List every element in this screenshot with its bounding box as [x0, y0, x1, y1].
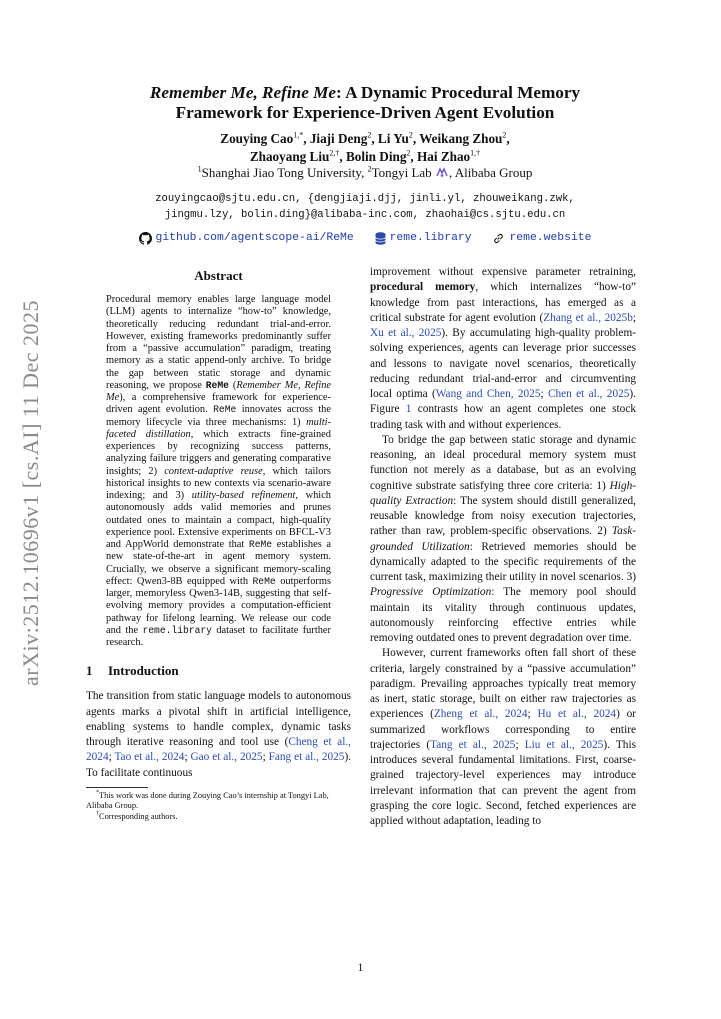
left-column: [86, 268, 351, 822]
body-text: improvement without expensive parameter retraining,: [370, 266, 636, 278]
author: Zhaoyang Liu: [249, 149, 330, 164]
citation-separator: ;: [527, 708, 538, 721]
body-text: However, current frameworks often fall short of these criteria, largely constrained by a “passive accumulation” paradigm. Prevailing approaches typically treat memory as inert, static storage, built on either raw trajectories as experiences (: [370, 647, 636, 721]
abstract-text: ), a comprehensive framework for experience-driven agent evolution.: [106, 392, 331, 416]
abstract-text: innovates across the memory lifecycle via three mechanisms: 1): [106, 404, 331, 428]
abstract-text: outperforms larger, memoryless Qwen3-14B, suggesting that self-evolving memory provides a computation-efficient pathway for lifelong learning. We release our code and the: [106, 575, 331, 636]
footnote-rule: [86, 787, 148, 788]
introduction-paragraph: [86, 689, 351, 781]
website-link-text: reme.website: [509, 232, 592, 244]
footnote-mark: *: [96, 789, 99, 796]
citation-link[interactable]: Wang and Chen, 2025: [435, 388, 541, 400]
citation-link[interactable]: Liu et al., 2025: [524, 738, 604, 751]
mechanism-name: utility-based refinement: [191, 490, 296, 501]
body-text: ) or summarized workflows corresponding to entire trajectories (: [370, 708, 637, 751]
author-sup: 2,†: [329, 148, 340, 158]
body-text: ). To facilitate continuous: [86, 751, 352, 779]
library-link-text: reme.library: [389, 232, 472, 244]
github-link[interactable]: [139, 230, 354, 246]
body-text: To bridge the gap between static storage and dynamic reasoning, an ideal procedural memory system must function not merely as a database, but as an evolving cognitive substrate satisfying three core criteria: 1): [370, 433, 636, 492]
citation-link[interactable]: Zheng et al., 2024: [433, 708, 528, 721]
github-link-text: github.com/agentscope-ai/ReMe: [155, 232, 354, 244]
affil-sup: 2: [367, 164, 372, 174]
body-text: : Retrieved memories should be dynamically adapted to the specific requirements of the current task, maximizing their utility in novel scenarios. 3): [370, 540, 636, 583]
key-term: procedural memory: [370, 281, 476, 294]
figure-reference-link[interactable]: 1: [405, 403, 412, 416]
mechanism-name: context-adaptive reuse: [164, 465, 263, 477]
affiliations: [90, 165, 640, 181]
author: Li Yu: [377, 131, 409, 146]
title-line2: Framework for Experience-Driven Agent Evolution: [175, 103, 555, 122]
affiliation-alibaba: , Alibaba Group: [448, 165, 533, 180]
abstract-heading: Abstract: [194, 268, 243, 283]
section-heading-introduction: [86, 663, 351, 679]
reme-name: ReMe: [205, 379, 229, 391]
arxiv-identifier-text: arXiv:2512.10696v1 [cs.AI] 11 Dec 2025: [18, 299, 43, 686]
author-emails: [90, 191, 640, 223]
dataset-name: reme.library: [142, 624, 212, 636]
page-number: 1: [357, 962, 364, 974]
resource-links: [90, 230, 640, 251]
footnotes: [86, 791, 351, 823]
abstract-text: , which tailors historical insights to new contexts via scenario-aware indexing; and 3): [106, 465, 331, 501]
author-list: Zouying Cao$^{1,*}$, Jiaji Deng$^2$, Li Yu$^2$, Weikang Zhou$^2$, Zhaoyang Liu$^{2,\dagger}$, Bolin Ding$^2$, Hai Zhao$^{1,\dagger}$: [220, 130, 510, 164]
author: Hai Zhao: [417, 149, 471, 164]
title-line1-rest: : A Dynamic Procedural Memory: [336, 83, 581, 102]
author: Zouying Cao: [220, 131, 294, 146]
body-paragraph: [370, 646, 636, 829]
citation-link[interactable]: Hu et al., 2024: [537, 708, 617, 721]
body-text: : The system should distill generalized, reusable knowledge from noisy execution trajectories, rather than raw, problem-specific observations. 2): [370, 494, 637, 538]
link-chain-icon: [492, 232, 505, 245]
citation-link[interactable]: Tao et al., 2024: [114, 751, 185, 764]
citation-separator: ;: [515, 738, 525, 751]
body-paragraph: [370, 433, 636, 647]
tongyi-logo-icon: [435, 167, 449, 178]
author: Jiaji Deng: [309, 131, 368, 146]
citation-separator: ;: [632, 311, 636, 324]
database-icon: [375, 232, 386, 245]
affiliation-sjtu: Shanghai Jiao Tong University,: [201, 165, 368, 180]
citation-link[interactable]: Fang et al., 2025: [268, 751, 345, 764]
citation-link[interactable]: Cheng et al., 2024: [86, 736, 351, 764]
citation-separator: ;: [108, 751, 115, 764]
citation-link[interactable]: Xu et al., 2025: [370, 327, 442, 339]
arxiv-identifier: [16, 295, 46, 690]
body-paragraph: [370, 265, 636, 433]
reme-name: ReMe: [213, 404, 237, 416]
criterion-name: Task-grounded Utilization: [370, 525, 636, 553]
website-link[interactable]: [492, 230, 591, 246]
abstract-text: Procedural memory enables large language model (LLM) agents to internalize “how-to” knowledge, theoretically reducing redundant trial-and-error. However, existing frameworks predominantly suffer from a “passive accumulation” paradigm, treating memory as a static append-only archive. To bridge the gap between static storage and dynamic reasoning, we propose: [106, 294, 331, 391]
affil-sup: 1: [197, 164, 202, 174]
github-icon: [139, 232, 152, 245]
footnote: [86, 812, 351, 823]
body-text: The transition from static language models to autonomous agents marks a pivotal shift in artificial intelligence, enabling systems to handle complex, dynamic tasks through iterative reasoning and tool use (: [86, 690, 351, 748]
criterion-name: High-quality Extraction: [370, 479, 636, 507]
citation-separator: ;: [262, 751, 269, 764]
citation-separator: ;: [184, 751, 191, 764]
section-title: Introduction: [108, 663, 179, 679]
abstract-text: establishes a new state-of-the-art in agent memory system. Crucially, we observe a significant memory-scaling effect: Qwen3-8B equipped with: [106, 539, 331, 587]
footnote: [86, 791, 351, 812]
abstract-body: [106, 294, 331, 649]
body-text: ). By accumulating high-quality problem-solving experiences, agents can leverage prior successes and lessons to navigate novel scenarios, theoretically reducing redundant trial-and-error and circumventing local optima (: [370, 327, 636, 400]
email-line: jingmu.lzy, bolin.ding}@alibaba-inc.com, zhaohai@cs.sjtu.edu.cn: [164, 209, 566, 221]
library-link[interactable]: [375, 230, 472, 246]
reme-full-name: Remember Me, Refine Me: [106, 379, 332, 403]
author: Bolin Ding: [345, 149, 407, 164]
abstract-text: , which extracts fine-grained experiences by recognizing success patterns, analyzing failure triggers and generating comparative insights; 2): [106, 428, 331, 477]
footnote-text: This work was done during Zouying Cao’s internship at Tongyi Lab, Alibaba Group.: [86, 790, 329, 811]
author-sup: 2: [367, 130, 372, 140]
citation-link[interactable]: Chen et al., 2025: [547, 388, 630, 400]
body-text: contrasts how an agent completes one stock trading task with and without experiences.: [370, 403, 636, 431]
citation-link[interactable]: Zhang et al., 2025b: [543, 311, 633, 324]
abstract-text: (: [228, 379, 237, 391]
body-text: : The memory pool should maintain its vitality through continuous updates, autonomously reinforcing effective entries while removing outdated ones to prevent degradation over time.: [370, 586, 637, 644]
footnote-mark: †: [96, 810, 99, 817]
reme-name: ReMe: [248, 539, 273, 550]
right-column: [370, 265, 636, 829]
author-sup: 2: [502, 130, 507, 140]
author: Weikang Zhou: [419, 131, 503, 146]
author-sup: 2: [406, 148, 411, 158]
title-italic: Remember Me, Refine Me: [149, 83, 337, 102]
reme-name: ReMe: [252, 575, 276, 587]
citation-link[interactable]: Tang et al., 2025: [430, 738, 516, 751]
footnote-text: Corresponding authors.: [99, 811, 178, 821]
author-sup: 2: [408, 130, 413, 140]
citation-separator: ;: [540, 388, 548, 400]
author-sup: 1,†: [470, 148, 481, 158]
body-text: ). Figure: [370, 388, 636, 416]
paper-title: [90, 83, 640, 123]
criterion-name: Progressive Optimization: [370, 586, 492, 599]
author-sup: 1,*: [293, 130, 304, 140]
body-text: ). This introduces several fundamental limitations. First, coarse-grained trajectory-level experiences may introduce irrelevant information that can prevent the agent from grasping the core logic. Second, fetched experiences are applied without adaptation, leading to: [370, 738, 636, 827]
mechanism-name: multi-faceted distillation: [106, 416, 331, 440]
email-line: zouyingcao@sjtu.edu.cn, {dengjiaji.djj, jinli.yl, zhouweikang.zwk,: [155, 193, 575, 205]
abstract-text: , which autonomously adds valid memories and prunes outdated ones to maintain a compact, high-quality experience pool. Extensive experiments on BFCL-V3 and AppWorld demonstrate that: [106, 490, 332, 550]
citation-link[interactable]: Gao et al., 2025: [190, 751, 263, 764]
body-text: , which internalizes “how-to” knowledge from past interactions, has emerged as a critical substrate for agent evolution (: [370, 281, 636, 324]
abstract-text: dataset to facilitate further research.: [106, 624, 331, 648]
section-number: 1: [86, 663, 93, 679]
affiliation-tongyi: Tongyi Lab: [371, 165, 432, 180]
